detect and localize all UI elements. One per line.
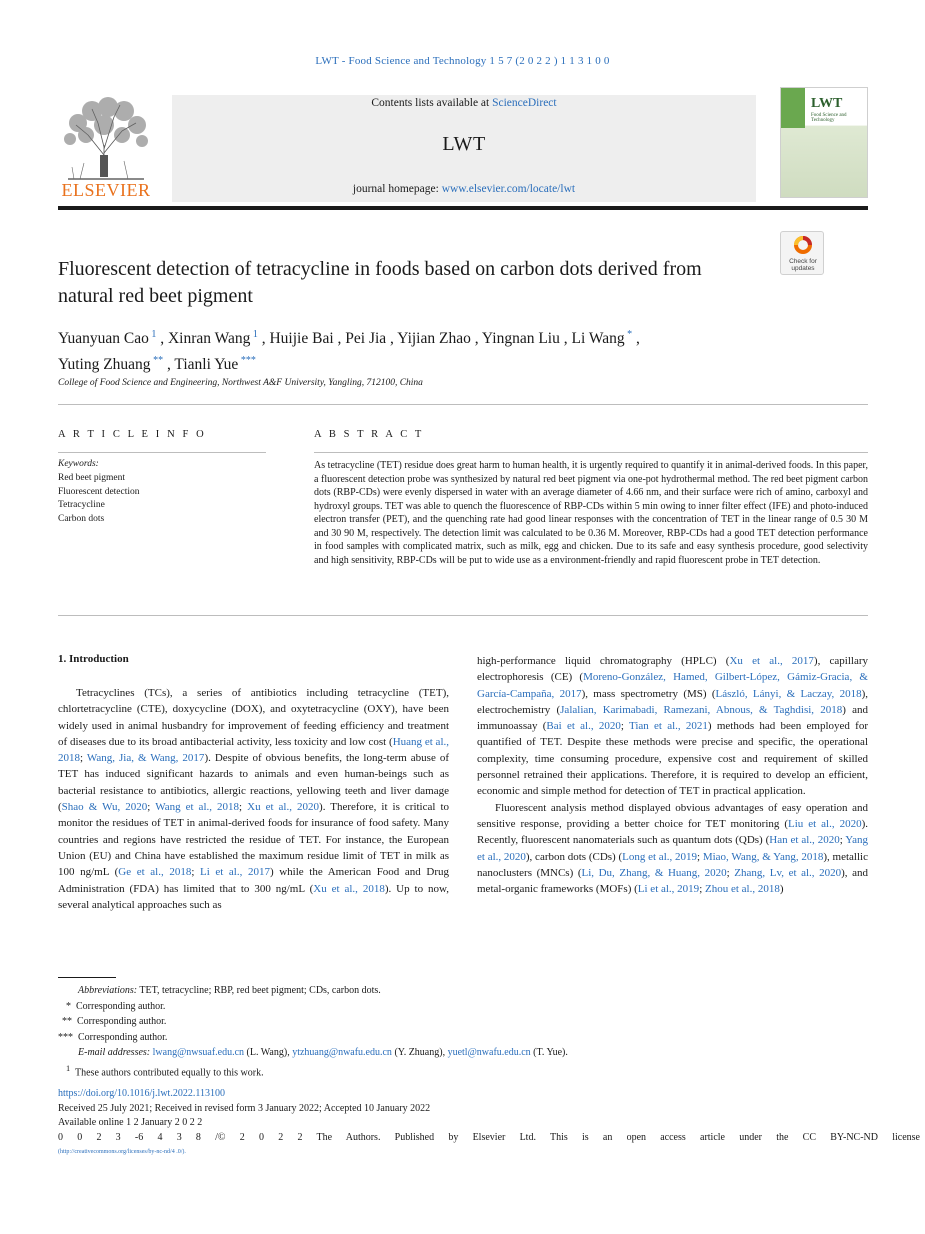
author-name[interactable]: Pei Jia <box>345 330 387 348</box>
author-separator: , <box>257 330 270 348</box>
keyword-item: Red beet pigment <box>58 473 126 483</box>
abstract-rule <box>314 452 868 453</box>
check-updates-label <box>781 258 825 272</box>
corresponding-footnote-3 <box>58 1030 868 1046</box>
body-text: ) methods had been employed for quantified of TET. Despite these methods were precise and specific, the operational complexity, time consuming procedure, expensive cost and requirement of skilled personnel retrained their applications. Therefore, it is required to develop an efficient, economic and simple method for detection of TET in practical application. <box>477 720 869 798</box>
affiliation: College of Food Science and Engineering, Northwest A&F University, Yangling, 712100, China <box>58 378 423 388</box>
citation-link[interactable]: Ge et al., 2018 <box>118 866 192 879</box>
body-text: ), electrochemistry ( <box>477 687 868 716</box>
header-rule <box>58 206 868 210</box>
citation-link[interactable]: Xu et al., 2020 <box>247 801 320 814</box>
author-mark[interactable]: 1 <box>250 329 258 340</box>
abbreviations-footnote <box>58 983 868 999</box>
author-name[interactable]: Li Wang <box>571 330 625 348</box>
footnote-mark: *** <box>58 1031 73 1043</box>
intro-paragraph-right-2 <box>477 800 868 898</box>
body-text: Fluorescent analysis method displayed obvious advantages of easy operation and sensitive response, providing a better choice for TET monitoring ( <box>477 801 868 830</box>
contents-line <box>172 97 756 109</box>
author-name[interactable]: Huijie Bai <box>269 330 334 348</box>
article-info-rule <box>58 452 266 453</box>
check-updates-line2: updates <box>791 265 815 272</box>
body-text: ; <box>697 850 703 863</box>
author-name[interactable]: Yuanyuan Cao <box>58 330 149 348</box>
body-text: Tetracyclines (TCs), a series of antibiotics including tetracycline (TET), chlortetracycline (CTE), doxycycline (DOX), and oxytetracycline (OXY), have been widely used in animal husbandry for improvement of feeding efficiency and treatment of diseases due to its broad antibacterial activity, less toxicity and low cost ( <box>58 687 449 748</box>
author-separator: , <box>386 330 398 348</box>
body-text: ), capillary electrophoresis (CE) ( <box>477 655 868 684</box>
email-link-wang[interactable]: lwang@nwsuaf.edu.cn <box>152 1047 245 1058</box>
keywords-label: Keywords: <box>58 459 99 469</box>
author-name[interactable]: Xinran Wang <box>167 330 251 348</box>
email-owner: (L. Wang), <box>244 1047 293 1058</box>
citation-link[interactable]: Wang, Jia, & Wang, 2017 <box>86 752 205 765</box>
citation-link[interactable]: Miao, Wang, & Yang, 2018 <box>702 850 824 863</box>
footnote-mark: ** <box>62 1016 72 1027</box>
body-text: ), metallic nanoclusters (MNCs) ( <box>477 850 868 879</box>
citation-link[interactable]: Yang et al., 2020 <box>477 834 869 863</box>
abstract-bottom-rule <box>58 615 868 616</box>
author-separator: , <box>163 356 175 374</box>
cover-color-strip <box>781 88 805 128</box>
intro-column-right <box>477 653 868 897</box>
author-mark[interactable]: 1 <box>148 329 157 340</box>
abstract-heading: A B S T R A C T <box>314 429 424 440</box>
abbreviations-text: TET, tetracycline; RBP, red beet pigment; CDs, carbon dots. <box>137 985 381 996</box>
citation-link[interactable]: Liu et al., 2020 <box>788 817 862 830</box>
body-text: ; <box>620 720 629 733</box>
check-for-updates-badge[interactable] <box>780 231 824 275</box>
email-link-zhuang[interactable]: ytzhuang@nwafu.edu.cn <box>292 1047 392 1058</box>
citation-link[interactable]: Han et al., 2020 <box>769 834 840 847</box>
body-text: ) and immunoassay ( <box>477 703 869 733</box>
journal-cover-thumbnail[interactable] <box>780 87 868 198</box>
email-link-yue[interactable]: yuetl@nwafu.edu.cn <box>447 1047 531 1058</box>
license-statement: 0 0 2 3 -6 4 3 8 /© 2 0 2 2 The Authors. Published by Elsevier Ltd. This is an open access article under the CC BY-NC-ND license <box>58 1131 920 1143</box>
footnote-mark: 1 <box>66 1063 71 1073</box>
email-owner: (T. Yue). <box>530 1047 568 1058</box>
footnotes <box>58 983 868 1080</box>
citation-link[interactable]: Xu et al., 2017 <box>729 655 814 667</box>
email-label: E-mail addresses: <box>78 1047 151 1058</box>
email-footnote <box>58 1045 868 1061</box>
citation-link[interactable]: Long et al., 2019 <box>622 850 698 863</box>
citation-link[interactable]: Shao & Wu, 2020 <box>61 801 148 814</box>
citation-link[interactable]: Zhou et al., 2018 <box>705 883 780 896</box>
introduction-heading: 1. Introduction <box>58 653 129 665</box>
homepage-prefix: journal homepage: <box>352 183 442 195</box>
body-text: ; <box>147 801 156 814</box>
citation-link[interactable]: Jalalian, Karimabadi, Ramezani, Abnous, & Taghdisi, 2018 <box>560 703 843 716</box>
body-text: ), and metal-organic frameworks (MOFs) ( <box>477 866 869 896</box>
email-owner: (Y. Zhuang), <box>391 1047 448 1058</box>
body-text: ). Therefore, it is critical to monitor the residues of TET in animal-derived foods for insurance of food safety. Many countries and regions have restricted the residue of TET. For instance, the European Union (EU) and China have established the maximum residue limit of TET in milk as 100 ng/mL ( <box>58 801 450 879</box>
keyword-item: Fluorescent detection <box>58 486 140 497</box>
citation-link[interactable]: Bai et al., 2020 <box>546 720 621 733</box>
author-name[interactable]: Yijian Zhao <box>397 330 471 348</box>
keywords-list <box>58 472 140 526</box>
journal-name: LWT <box>442 133 486 155</box>
citation-link[interactable]: Li et al., 2019 <box>637 883 700 896</box>
contents-prefix: Contents lists available at <box>371 97 493 109</box>
body-text: ; <box>239 801 248 814</box>
body-text: ; <box>726 866 735 879</box>
author-name[interactable]: Tianli Yue <box>174 356 239 374</box>
body-text: ). Despite of obvious benefits, the long-term abuse of TET has induced significant hazards to animals and even human-beings such as bacterial resistance to antibiotics, allergic reactions, yellowing teeth and liver damage ( <box>58 752 449 814</box>
keyword-item: Carbon dots <box>58 513 105 524</box>
footnote-text: Corresponding author. <box>78 1031 168 1043</box>
body-text: high-performance liquid chromatography (HPLC) ( <box>477 655 730 667</box>
abbreviations-label: Abbreviations: <box>78 985 138 996</box>
received-dates: Received 25 July 2021; Received in revised form 3 January 2022; Accepted 10 January 2022 <box>58 1102 431 1114</box>
body-text: ). Recently, fluorescent nanomaterials such as quantum dots (QDs) ( <box>477 817 869 847</box>
body-text: ; <box>699 883 705 896</box>
body-text: ) while the American Food and Drug Administration (FDA) has limited that to 300 ng/mL ( <box>58 866 450 895</box>
intro-paragraph-left <box>58 685 449 913</box>
keyword-item: Tetracycline <box>58 500 105 510</box>
abstract-body: As tetracycline (TET) residue does great harm to human health, it is urgently required to quantify it in animal-derived foods. In this paper, a fluorescent detection probe was synthesized by natural red beet pigment via one-pot hydrothermal method. The red beet pigment carbon dots (RBP-CDs) were evenly dispersed in water with an average diameter of 4.66 nm, and their surface were rich of amino, carboxyl and hydroxyl groups. TET was able to quench the fluorescence of RBP-CDs within 5 min owing to inner filter effect (IFE) and photo-induced electron transfer (PET), and the quenching rate had good linear responses with the concentration of TET in the linear range of 0.5 30 M and 30 90 M, respectively. The detection limit was calculated to be 0.36 M. Moreover, RBP-CDs had a good TET detection performance in food samples with complicated matrix, such as milk, egg and chicken. Due to its safe and easy synthesis procedure, good selectivity and high sensitivity, RBP-CDs will be put to wide use as a environment-friendly and rapid fluorescent probe in TET detection. <box>314 460 868 566</box>
body-text: ; <box>80 752 87 765</box>
available-online: Available online 1 2 January 2 0 2 2 <box>58 1117 203 1128</box>
elsevier-wordmark: ELSEVIER <box>61 180 151 200</box>
homepage-line <box>172 183 756 195</box>
author-separator: , <box>156 330 168 348</box>
body-text: ), carbon dots (CDs) ( <box>525 850 623 863</box>
intro-paragraph-right-1 <box>477 653 868 800</box>
author-mark[interactable]: * <box>624 329 633 340</box>
cover-subtitle: Food Science and Technology <box>811 113 847 123</box>
doi-link[interactable]: https://doi.org/10.1016/j.lwt.2022.113100 <box>58 1088 225 1099</box>
citation-link[interactable]: Xu et al., 2018 <box>313 882 385 895</box>
author-name[interactable]: Yuting Zhuang <box>58 356 151 374</box>
citation-link[interactable]: Moreno-González, Hamed, Gilbert-López, Gámiz-Gracia, & García-Campaña, 2017 <box>477 671 868 700</box>
body-text: ) <box>779 883 784 896</box>
footnote-mark: * <box>66 1000 71 1012</box>
citation-link[interactable]: Wang et al., 2018 <box>155 801 240 814</box>
author-separator: , <box>632 330 640 348</box>
corresponding-footnote-1 <box>58 999 868 1015</box>
article-title: Fluorescent detection of tetracycline in foods based on carbon dots derived from natural red beet pigment <box>58 258 702 307</box>
author-separator: , <box>470 330 482 348</box>
affiliation-rule <box>58 404 868 405</box>
body-text: ; <box>191 866 200 879</box>
citation-link[interactable]: László, Lányi, & Laczay, 2018 <box>715 687 862 700</box>
author-mark[interactable]: ** <box>150 355 164 367</box>
footnote-rule <box>58 977 116 978</box>
article-info-heading: A R T I C L E I N F O <box>58 429 207 440</box>
footnote-text: Corresponding author. <box>76 1000 166 1012</box>
journal-homepage-link[interactable]: www.elsevier.com/locate/lwt <box>441 183 576 195</box>
author-list <box>58 324 748 376</box>
author-separator: , <box>559 330 572 348</box>
footnote-text: Corresponding author. <box>77 1016 167 1027</box>
citation-link[interactable]: Huang et al., 2018 <box>58 735 449 765</box>
citation-link[interactable]: Li, Du, Zhang, & Huang, 2020 <box>581 866 727 879</box>
cover-title: LWT <box>811 96 843 111</box>
body-text: ), mass spectrometry (MS) ( <box>581 687 716 700</box>
footnote-text: These authors contributed equally to this work. <box>75 1066 264 1078</box>
citation-link[interactable]: Zhang, Lv, et al., 2020 <box>734 866 842 879</box>
citation-link[interactable]: Li et al., 2017 <box>200 866 270 879</box>
author-name[interactable]: Yingnan Liu <box>481 330 560 348</box>
citation-link[interactable]: Tian et al., 2021 <box>628 720 708 733</box>
running-head[interactable]: LWT - Food Science and Technology 1 5 7 (2 0 2 2 ) 1 1 3 1 0 0 <box>315 55 610 67</box>
body-text: ; <box>839 834 846 847</box>
author-mark[interactable]: *** <box>238 355 256 367</box>
equal-contribution-footnote <box>58 1061 868 1081</box>
license-link[interactable]: (http://creativecommons.org/licenses/by-nc-nd/4 .0/). <box>58 1149 186 1155</box>
corresponding-footnote-2 <box>58 1014 868 1030</box>
publication-info <box>58 1087 923 1160</box>
body-text: ). Up to now, several analytical approaches such as <box>58 882 449 911</box>
check-updates-line1: Check for <box>789 258 817 265</box>
check-updates-icon <box>781 232 825 258</box>
author-separator: , <box>333 330 346 348</box>
sciencedirect-link[interactable]: ScienceDirect <box>492 97 557 109</box>
